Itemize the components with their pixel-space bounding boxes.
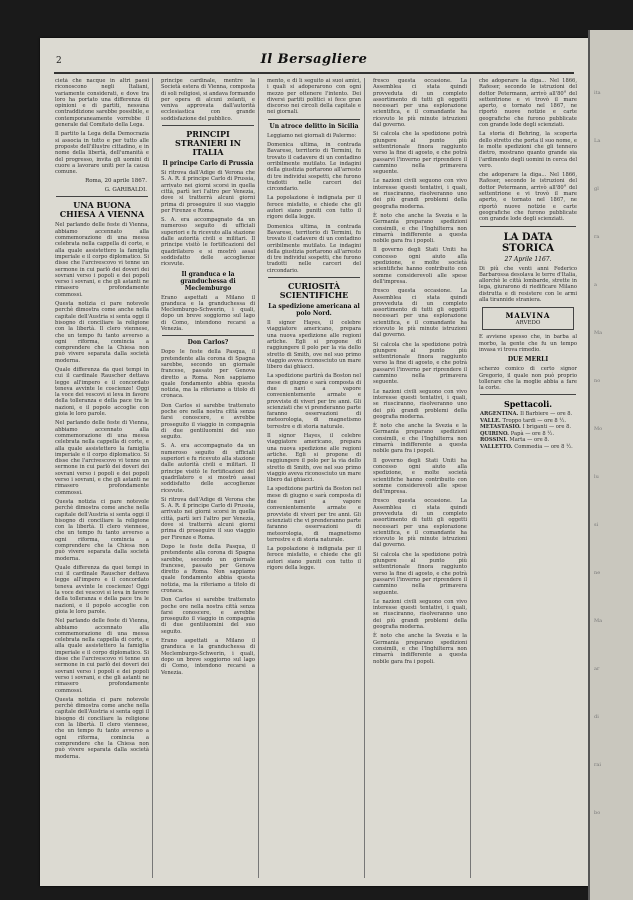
edge-text-fragment: lu <box>594 474 599 480</box>
column-4 <box>370 78 471 878</box>
article-text: fresco questa occasione. La Assemblea ci stata quindi provveduta di un completo assortimento di tutti gli oggetti necessari per una esplorazione scientifica, e il comandante ha ricevuto le più minute istruzioni dal governo. <box>373 498 467 549</box>
article-text: Si calcola che la spedizione potrà giungere al punto più settentrionale finora raggiunto verso la fine di agosto, e che potrà passarvi l'inverno per riprendere il cammino nella primavera seguente. <box>373 341 467 386</box>
masthead-title: Il Bersagliere <box>260 52 368 67</box>
article-text: fresco questa occasione. La Assemblea ci stata quindi provveduta di un completo assortimento di tutti gli oggetti necessari per una esplorazione scientifica, e il comandante ha ricevuto le più minute istruzioni dal governo. <box>373 78 467 129</box>
historic-date: 27 Aprile 1167. <box>504 255 552 263</box>
article-text: È noto che anche la Svezia e la Germania preparano spedizioni consimili, e che l'Inghilterra non rimarrà indifferente a questa nobile gara fra i popoli. <box>373 212 467 245</box>
edge-text-fragment: a <box>594 282 597 288</box>
article-heading: Un atroce delitto in Sicilia <box>269 122 359 130</box>
article-subheading: Don Carlos? <box>187 339 229 347</box>
show-info: I briganti — ore 8. <box>522 424 572 431</box>
article-text: La popolazione è indignata per il feroce misfatto, e chiede che gli autori siano puniti con tutto il rigore della legge. <box>267 195 361 221</box>
notice-title: MALVINA <box>505 311 551 321</box>
article-text: Questa notizia ci pare notevole perchè dimostra come anche nella capitale dell'Austria si senta oggi il bisogno di conciliare la religione con la libertà. Il clero viennese, che un tempo fu tanto avverso a ogni riforma, comincia a comprendere che la Chiesa non può vivere separata dalla società moderna. <box>55 498 149 562</box>
edge-text-fragment: rai <box>594 762 601 768</box>
article-text: Dopo le feste della Pasqua, il pretendente alla corona di Spagna sarebbe, secondo un giornale francese, passato per Genova diretto a Roma. Non sappiamo quale fondamento abbia questa notizia, ma la riferiamo a titolo di cronaca. <box>161 349 255 400</box>
edge-text-fragment: ne <box>594 570 601 576</box>
article-text: Quale differenza da quei tempi in cui il cardinale Rauscher dettava legge all'impero e il concordato teneva avvinte le coscienze! Oggi la voce dei vescovi si leva in favore della tolleranza e della pace tra le nazioni, e il popolo accoglie con gioia le loro parole. <box>55 366 149 418</box>
edge-text-fragment: Mo <box>594 426 603 432</box>
page-number: 2 <box>56 56 62 66</box>
edge-text-fragment: si <box>594 522 599 528</box>
article-text: Il governo degli Stati Uniti ha concesso ogni aiuto alla spedizione, e molte società scientifiche hanno contribuito con somme considerevoli alle spese dell'impresa. <box>373 457 467 496</box>
article-text: Si ritrova dall'Adige di Verona che S. A. R. il principe Carlo di Prussia, arrivato nei giorni scorsi in quella città, partì ieri l'altro per Venezia, dove si tratterrà alcuni giorni prima di proseguire il suo viaggio per Firenze e Roma. <box>161 496 255 541</box>
theatre-name: VALLETTO. <box>480 443 515 450</box>
theatre-name: VALLE. <box>480 417 503 424</box>
article-text: Le nazioni civili seguono con vivo interesse questi tentativi, i quali, se riusciranno, risolveranno uno dei più grandi problemi della geografia moderna. <box>373 598 467 631</box>
article-text: che adoperare la diga... Nel 1866, Rafeser, secondo le istruzioni del dottor Petermann, arrivò all'80° del settentrione e vi trovò il mare aperto, e tornato nel 1867, ne riportò nuove notizie e carte geografiche che furono pubblicate con grande lode degli scienziati. <box>479 172 577 223</box>
article-subheading: Il granduca e la granduchessa di Meclemburgo <box>180 270 236 292</box>
article-text: Don Carlos si sarebbe trattenuto poche ore nella nostra città senza farsi conoscere, e avrebbe proseguito il viaggio in compagnia di due gentiluomini del suo seguito. <box>161 402 255 441</box>
article-text: Erano aspettati a Milano il granduca e la granduchessa di Meclemburgo-Schwerin, i quali, dopo un breve soggiorno sul lago di Como, intendono recarsi a Venezia. <box>161 638 255 676</box>
article-text: Si ritrova dall'Adige di Verona che S. A. R. il principe Carlo di Prussia, arrivato nei giorni scorsi in quella città, partì ieri l'altro per Venezia, dove si tratterrà alcuni giorni prima di proseguire il suo viaggio per Firenze e Roma. <box>161 170 255 214</box>
column-5 <box>476 78 580 878</box>
article-text: principe cardinale, mentre la Società estera di Vienna, composta di soli religiosi, si andava formando per opera di alcuni zelanti, e veniva approvata dall'autorità ecclesiastica con grande soddisfazione del pubblico. <box>161 78 255 122</box>
notice-box <box>482 307 574 330</box>
article-text: È noto che anche la Svezia e la Germania preparano spedizioni consimili, e che l'Inghilterra non rimarrà indifferente a questa nobile gara fra i popoli. <box>373 423 467 455</box>
show-info: Commedia — ore 8 ½. <box>514 443 573 450</box>
article-text: Nel parlando delle feste di Vienna, abbiamo accennato alla commemorazione di una messa celebrata nella cappella di corte, e alla quale assistettero la famiglia imperiale e il corpo diplomatico. Si disse che l'arcivescovo vi tenne un sermone in cui parlò dei doveri dei sovrani verso i popoli e dei popoli verso i sovrani, e che gli astanti ne rimasero profondamente commossi. <box>55 420 149 496</box>
article-text: E avviene spesso che, in barba al morbo, la gente che fu un tempo invasa vi trova rimedio. <box>479 334 577 353</box>
article-text: Quale differenza da quei tempi in cui il cardinale Rauscher dettava legge all'impero e il concordato teneva avvinte le coscienze! Oggi la voce dei vescovi si leva in favore della tolleranza e della pace tra le nazioni, e il popolo accoglie con gioia le loro parole. <box>55 564 149 615</box>
signature: G. GARIBALDI. <box>104 187 147 194</box>
article-text: Erano aspettati a Milano il granduca e la granduchessa di Meclemburgo-Schwerin, i quali, dopo un breve soggiorno sul lago di Como, intendono recarsi a Venezia. <box>161 294 255 333</box>
article-text: Dopo le feste della Pasqua, il pretendente alla corona di Spagna sarebbe, secondo un giornale francese, passato per Genova diretto a Roma. Non sappiamo quale fondamento abbia questa notizia, ma la riferiamo a titolo di cronaca. <box>161 543 255 594</box>
article-text: mento, e di lì seguito ai suoi amici, i quali si adoperarono con ogni mezzo per ottenere l'intento. Dei diversi partiti politici si fece gran discorso nei circoli della capitale e nei giornali. <box>267 78 361 116</box>
article-text: Si calcola che la spedizione potrà giungere al punto più settentrionale finora raggiunto verso la fine di agosto, e che potrà passarvi l'inverno per riprendere il cammino nella primavera seguente. <box>373 551 467 596</box>
divider <box>480 394 576 395</box>
show-info: Marta — ore 8. <box>509 437 550 444</box>
article-text: Questa notizia ci pare notevole perchè dimostra come anche nella capitale dell'Austria si senta oggi il bisogno di conciliare la religione con la libertà. Il clero viennese, che un tempo fu tanto avverso a ogni riforma, comincia a comprendere che la Chiesa non può vivere separata dalla società moderna. <box>55 301 149 364</box>
article-subheading: La spedizione americana al polo Nord. <box>268 303 360 318</box>
edge-text-fragment: ita <box>594 90 601 96</box>
article-heading: UNA BUONA CHIESA A VIENNA <box>59 200 145 220</box>
article-text: Le nazioni civili seguono con vivo interesse questi tentativi, i quali, se riusciranno, risolveranno uno dei più grandi problemi della geografia moderna. <box>373 388 467 420</box>
edge-text-fragment: ra <box>594 234 600 240</box>
theatre-name: ARGENTINA. <box>480 411 521 418</box>
divider <box>268 277 360 278</box>
column-2 <box>158 78 259 878</box>
article-text: S. A. era accompagnato da un numeroso seguito di ufficiali superiori e fu ricevuto alla stazione dalle autorità civili e militari. Il principe visitò le fortificazioni del quadrilatero e si mostrò assai soddisfatto delle accoglienze ricevute. <box>161 217 255 268</box>
signature-place: Roma, 20 aprile 1867. <box>85 178 147 185</box>
edge-text-fragment: La <box>594 138 601 144</box>
show-info: Il Barbiere — ore 8. <box>520 411 573 418</box>
article-text: Il partito la Lega della Democrazia si associa in tutto e per tutto alle proposte dell'illustre cittadino, e in nome della libertà, dell'umanità e del progresso, invita gli uomini di cuore a lavorare uniti per la causa comune. <box>55 131 149 176</box>
article-text: Il signor Hayes, il celebre viaggiatore americano, prepara una nuova spedizione alle regioni artiche. Egli si propone di raggiungere il polo per la via dello stretto di Smith, ove nel suo primo viaggio aveva riconosciuto un mare libero dai ghiacci. <box>267 433 361 484</box>
article-text: È noto che anche la Svezia e la Germania preparano spedizioni consimili, e che l'Inghilterra non rimarrà indifferente a questa nobile gara fra i popoli. <box>373 633 467 665</box>
article-subheading: DUE MERLI <box>507 356 549 364</box>
edge-text-fragment: no <box>594 378 601 384</box>
article-text: Nel parlando delle feste di Vienna, abbiamo accennato alla commemorazione di una messa celebrata nella cappella di corte, e alla quale assistettero la famiglia imperiale e il corpo diplomatico. Si disse che l'arcivescovo vi tenne un sermone in cui parlò dei doveri dei sovrani verso i popoli e dei popoli verso i sovrani, e che gli astanti ne rimasero profondamente commossi. <box>55 222 149 298</box>
article-text: Di più che venti anni Federico Barbarossa desolava le terre d'Italia, allorchè le città lombarde, strette in lega, giurarono di riedificare Milano distrutta e di resistere con le armi alla tirannide straniera. <box>479 265 577 304</box>
adjacent-page-edge <box>588 30 633 900</box>
divider <box>162 125 254 126</box>
column-1 <box>52 78 153 878</box>
show-info: Papà — ore 8 ½. <box>510 430 554 437</box>
article-text: Domenica ultima, in contrada Bavarese, territorio di Termini, fu trovato il cadavere di un contadino orribilmente mutilato. Le indagini della giustizia portarono all'arresto di tre individui sospetti, che furono tradotti nelle carceri del circondario. <box>267 223 361 274</box>
show-info: Troppo tardi — ore 8 ½. <box>502 417 567 424</box>
edge-text-fragment: Ma <box>594 330 603 336</box>
page-header <box>54 50 574 74</box>
edge-text-fragment: ar <box>594 666 600 672</box>
edge-text-fragment: di <box>594 714 599 720</box>
divider <box>480 226 576 227</box>
article-text: Leggiamo nei giornali di Palermo: <box>267 132 357 139</box>
edge-text-fragment: bo <box>594 810 601 816</box>
article-text: Nel parlando delle feste di Vienna, abbiamo accennato alla commemorazione di una messa celebrata nella cappella di corte, e alla quale assistettero la famiglia imperiale e il corpo diplomatico. Si disse che l'arcivescovo vi tenne un sermone in cui parlò dei doveri dei sovrani verso i popoli e dei popoli verso i sovrani, e che gli astanti ne rimasero profondamente commossi. <box>55 618 149 694</box>
notice-subtitle: ARVEDO <box>515 320 541 327</box>
column-3 <box>264 78 365 878</box>
divider <box>162 335 254 336</box>
article-text: che adoperare la diga... Nel 1866, Rafeser, secondo le istruzioni del dottor Petermann, arrivò all'80° del settentrione e vi trovò il mare aperto, e tornato nel 1867, ne riportò nuove notizie e carte geografiche che furono pubblicate con grande lode degli scienziati. <box>479 78 577 129</box>
divider <box>268 119 360 120</box>
article-text: La storia di Behring, la scoperta dello stretto che porta il suo nome, e le molte spedizioni che gli tennero dietro, mostrano quanto grande sia l'ardimento degli uomini in cerca del vero. <box>479 131 577 169</box>
article-text: Si calcola che la spedizione potrà giungere al punto più settentrionale finora raggiunto verso la fine di agosto, e che potrà passarvi l'inverno per riprendere il cammino nella primavera seguente. <box>373 131 467 176</box>
article-text: cietà che nacque in altri paesi riconoscono negli Italiani, variamente considerati, e dove tra loro ha portato una differenza di opinioni e di partiti, nessuna contraddizione sarebbe possibile, e contemporaneamente vorrebbe il generale dal Comitato della Lega. <box>55 78 149 129</box>
article-text: Le nazioni civili seguono con vivo interesse questi tentativi, i quali, se riusciranno, risolveranno uno dei più grandi problemi della geografia moderna. <box>373 178 467 210</box>
article-text: Don Carlos si sarebbe trattenuto poche ore nella nostra città senza farsi conoscere, e avrebbe proseguito il viaggio in compagnia di due gentiluomini del suo seguito. <box>161 597 255 635</box>
edge-text-fragment: gl <box>594 186 599 192</box>
article-text: Il governo degli Stati Uniti ha concesso ogni aiuto alla spedizione, e molte società scientifiche hanno contribuito con somme considerevoli alle spese dell'impresa. <box>373 247 467 285</box>
article-heading: LA DATA STORICA <box>501 231 555 254</box>
article-text: Domenica ultima, in contrada Bavarese, territorio di Termini, fu trovato il cadavere di un contadino orribilmente mutilato. Le indagini della giustizia portarono all'arresto di tre individui sospetti, che furono tradotti nelle carceri del circondario. <box>267 142 361 193</box>
article-text: S. A. era accompagnato da un numeroso seguito di ufficiali superiori e fu ricevuto alla stazione dalle autorità civili e militari. Il principe visitò le fortificazioni del quadrilatero e si mostrò assai soddisfatto delle accoglienze ricevute. <box>161 443 255 494</box>
theatre-name: QUIRINO. <box>480 430 511 437</box>
theatre-name: METASTASIO. <box>480 424 523 431</box>
newspaper-page <box>40 38 588 886</box>
spettacoli-heading: Spettacoli. <box>503 399 553 410</box>
article-text: Questa notizia ci pare notevole perchè dimostra come anche nella capitale dell'Austria si senta oggi il bisogno di conciliare la religione con la libertà. Il clero viennese, che un tempo fu tanto avverso a ogni riforma, comincia a comprendere che la Chiesa non può vivere separata dalla società moderna. <box>55 696 149 760</box>
divider <box>56 196 148 197</box>
edge-text-fragment: Ma <box>594 618 603 624</box>
article-text: scherzo comico di certo signor Gregorio, il quale non può proprio tollerare che la moglie abbia a fare la corte. <box>479 366 577 392</box>
spettacolo-row <box>480 444 576 451</box>
article-text: La popolazione è indignata per il feroce misfatto, e chiede che gli autori siano puniti con tutto il rigore della legge. <box>267 546 361 571</box>
article-heading: PRINCIPI STRANIERI IN ITALIA <box>175 129 241 158</box>
article-text: La spedizione partirà da Boston nel mese di giugno e sarà composta di due navi a vapore convenientemente armate e provviste di viveri per tre anni. Gli scienziati che vi prenderanno parte faranno osservazioni di meteorologia, di magnetismo terrestre e di storia naturale. <box>267 373 361 430</box>
article-text: fresco questa occasione. La Assemblea ci stata quindi provveduta di un completo assortimento di tutti gli oggetti necessari per una esplorazione scientifica, e il comandante ha ricevuto le più minute istruzioni dal governo. <box>373 288 467 339</box>
article-subheading: Il principe Carlo di Prussia <box>162 160 254 168</box>
article-text: La spedizione partirà da Boston nel mese di giugno e sarà composta di due navi a vapore convenientemente armate e provviste di viveri per tre anni. Gli scienziati che vi prenderanno parte faranno osservazioni di meteorologia, di magnetismo terrestre e di storia naturale. <box>267 486 361 543</box>
theatre-name: ROSSINI. <box>480 437 510 444</box>
article-heading: CURIOSITÀ SCIENTIFICHE <box>279 281 349 301</box>
spettacoli-list <box>476 411 580 450</box>
article-text: Il signor Hayes, il celebre viaggiatore americano, prepara una nuova spedizione alle regioni artiche. Egli si propone di raggiungere il polo per la via dello stretto di Smith, ove nel suo primo viaggio aveva riconosciuto un mare libero dai ghiacci. <box>267 320 361 371</box>
